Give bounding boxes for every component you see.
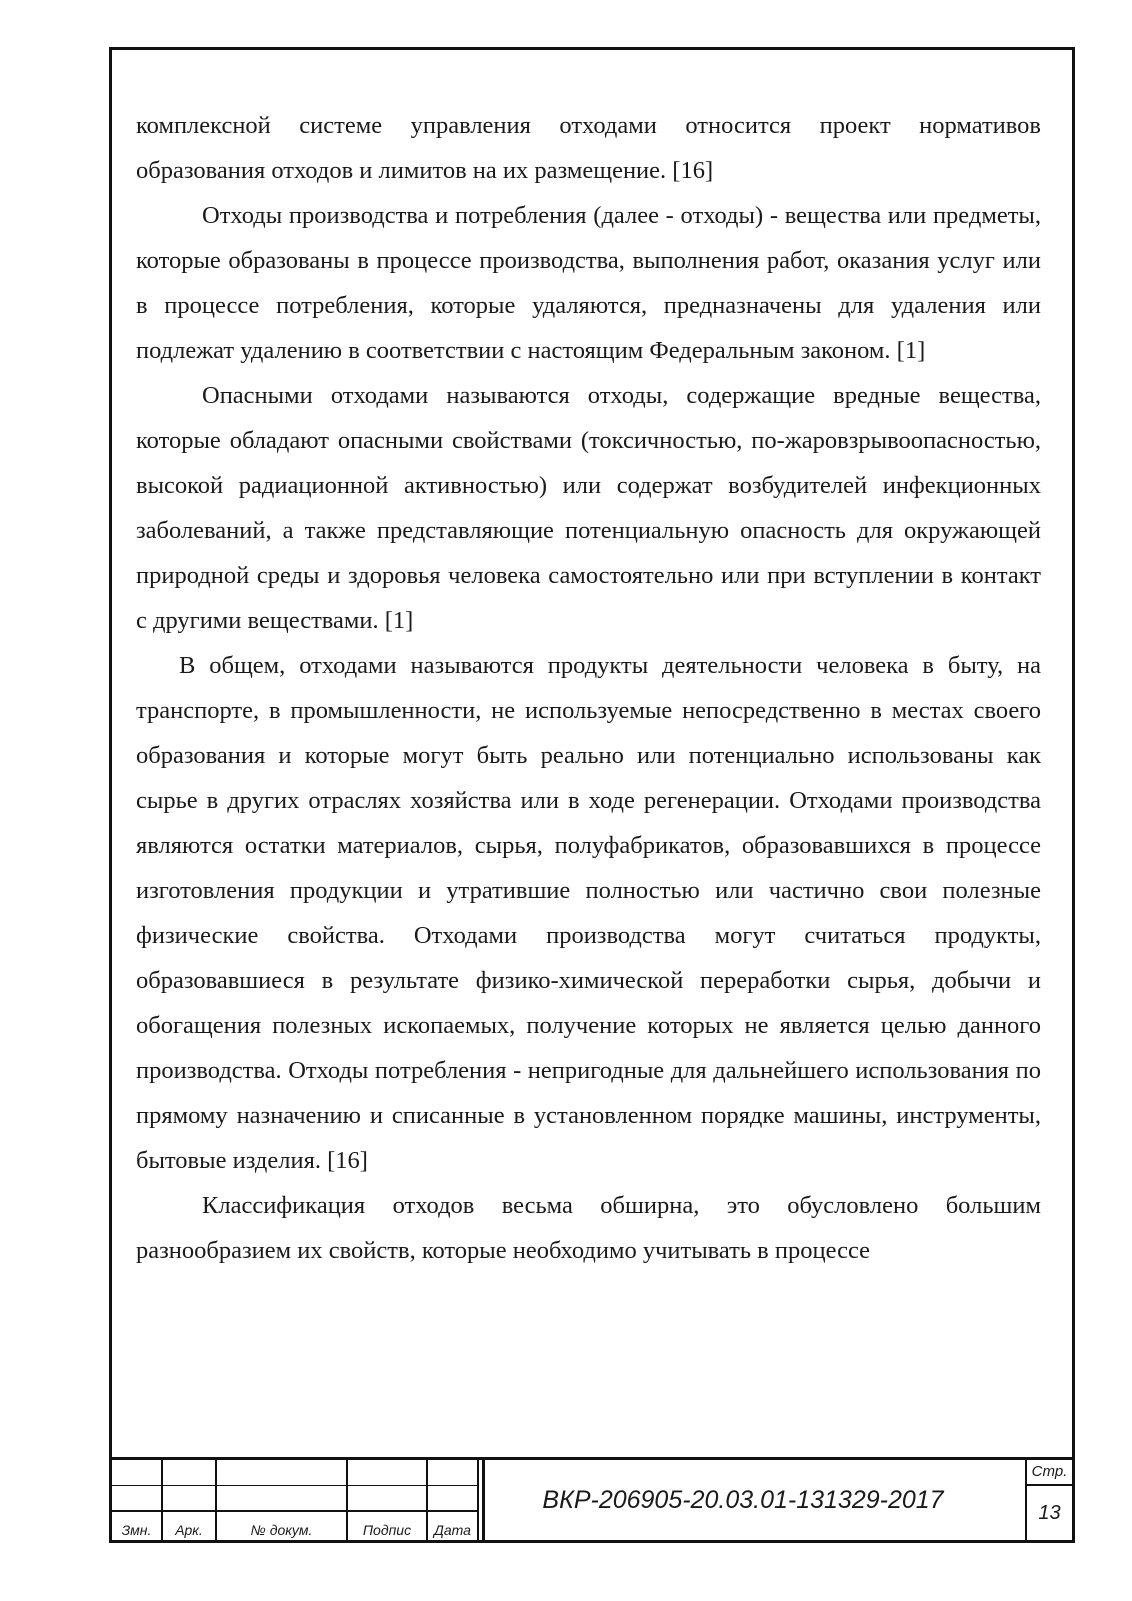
revision-cell — [217, 1486, 348, 1512]
revision-table — [112, 1460, 482, 1540]
paragraph: комплексной системе управления отходами относится проект нормативов образования отходов и лимитов на их размещение. [16] — [136, 112, 1041, 184]
paragraph: Классификация отходов весьма обширна, это обусловлено большим разнообразием их свойств, которые необходимо учитывать в процессе — [136, 1192, 1041, 1264]
revision-cell — [163, 1460, 217, 1486]
column-label-doc-number: № докум. — [217, 1512, 348, 1540]
paragraph: Опасными отходами называются отходы, содержащие вредные вещества, которые обладают опасными свойствами (токсичностью, по-жаровзрывоопасностью, высокой радиационной активностью) или содержат возбудителей инфекционных заболеваний, а также представляющие потенциальную опасность для окружающей природной среды и здоровья человека самостоятельно или при вступлении в контакт с другими веществами. [1] — [136, 382, 1041, 634]
column-label-sheet: Арк. — [163, 1512, 217, 1540]
revision-cell — [348, 1486, 428, 1512]
revision-cell — [163, 1486, 217, 1512]
page-number-box — [1027, 1460, 1072, 1540]
revision-cell — [428, 1460, 479, 1486]
revision-cell — [112, 1460, 163, 1486]
page-frame — [109, 47, 1075, 1543]
document-code: ВКР-206905-20.03.01-131329-2017 — [482, 1460, 1027, 1540]
column-label-date: Дата — [428, 1512, 479, 1540]
revision-cell — [348, 1460, 428, 1486]
document-body — [136, 103, 1041, 1273]
revision-cell — [112, 1486, 163, 1512]
revision-cell — [217, 1460, 348, 1486]
column-label-signature: Подпис — [348, 1512, 428, 1540]
column-label-change: Змн. — [112, 1512, 163, 1540]
paragraph: В общем, отходами называются продукты деятельности человека в быту, на транспорте, в промышленности, не используемые непосредственно в местах своего образования и которые могут быть реально или потенциально использованы как сырье в других отраслях хозяйства или в ходе регенерации. Отходами производства являются остатки материалов, сырья, полуфабрикатов, образовавшихся в процессе изготовления продукции и утратившие полностью или частично свои полезные физические свойства. Отходами производства могут считаться продукты, образовавшиеся в результате физико-химической переработки сырья, добычи и обогащения полезных ископаемых, получение которых не является целью данного производства. Отходы потребления - непригодные для дальнейшего использования по прямому назначению и списанные в установленном порядке машины, инструменты, бытовые изделия. [16] — [136, 652, 1041, 1174]
title-block — [112, 1457, 1072, 1540]
paragraph: Отходы производства и потребления (далее - отходы) - вещества или предметы, которые образованы в процессе производства, выполнения работ, оказания услуг или в процессе потребления, которые удаляются, предназначены для удаления или подлежат удалению в соответствии с настоящим Федеральным законом. [1] — [136, 202, 1041, 364]
page-label: Стр. — [1027, 1460, 1072, 1486]
page-number: 13 — [1038, 1501, 1061, 1524]
revision-cell — [428, 1486, 479, 1512]
